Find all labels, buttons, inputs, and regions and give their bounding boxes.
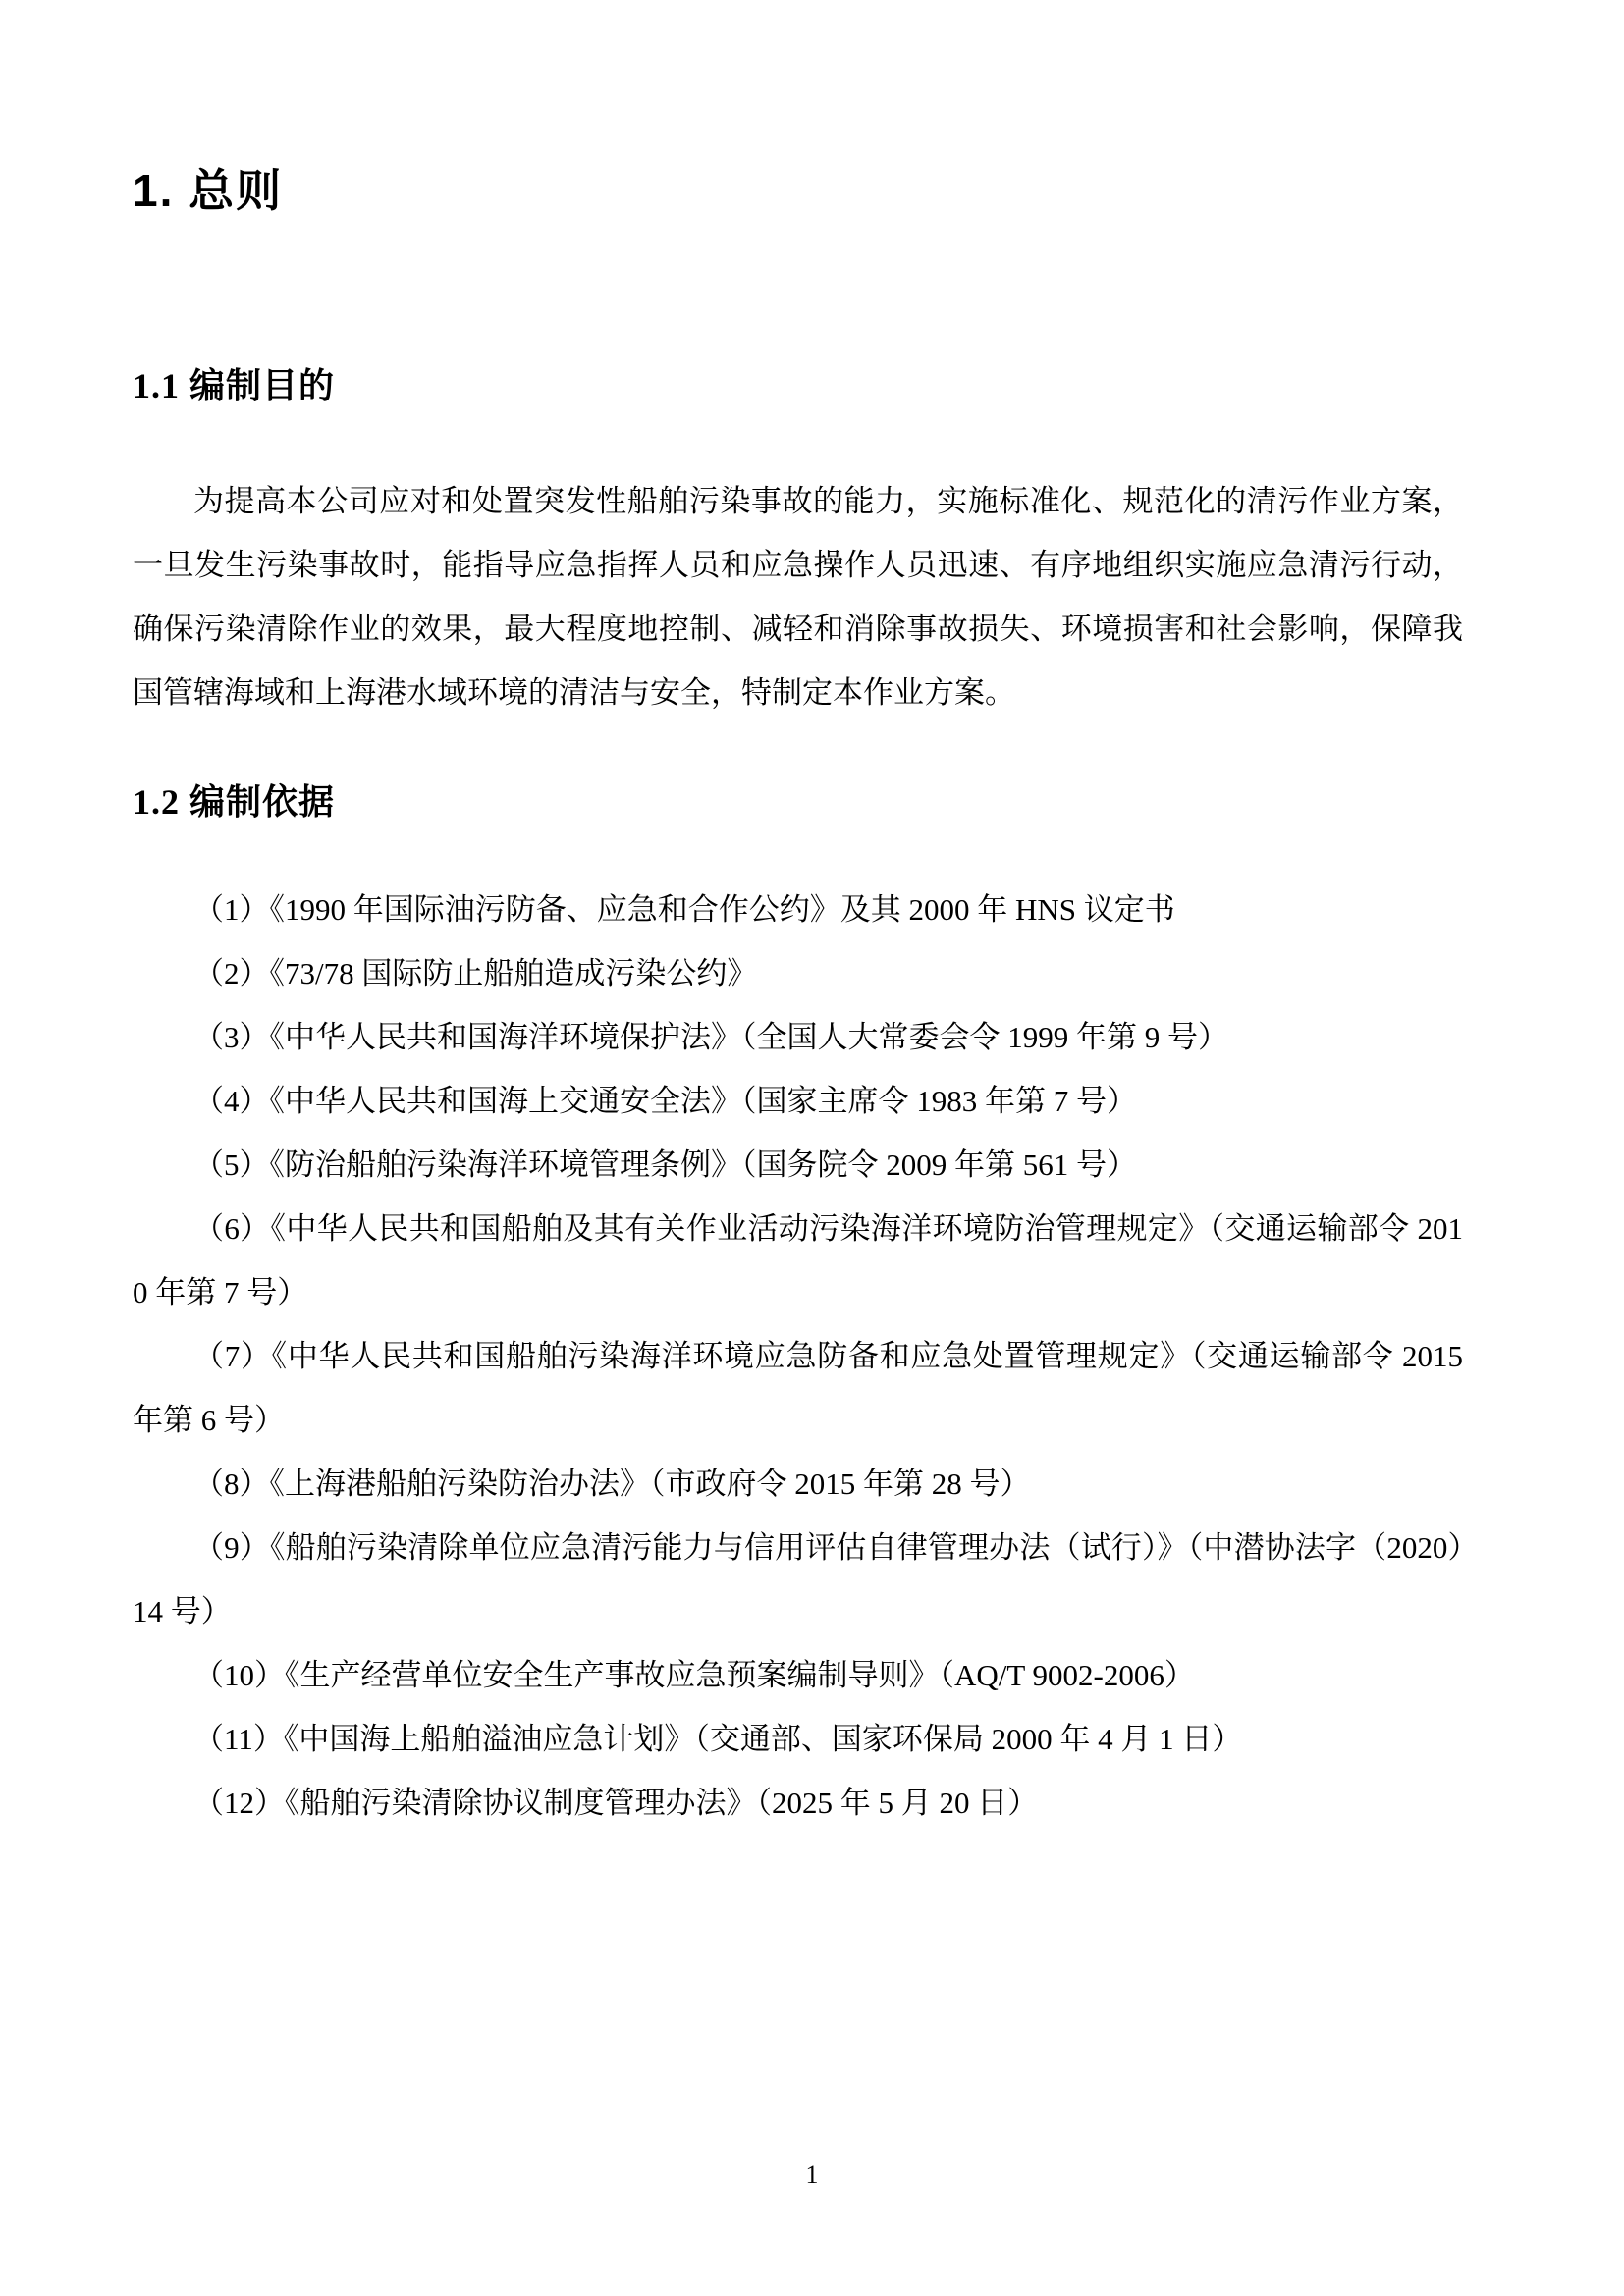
page-number: 1: [805, 2161, 819, 2189]
reference-item-6: （6）《中华人民共和国船舶及其有关作业活动污染海洋环境防治管理规定》（交通运输部令 2010 年第 7 号）: [133, 1211, 1463, 1309]
reference-item-10: （10）《生产经营单位安全生产事故应急预案编制导则》（AQ/T 9002-2006）: [193, 1658, 1195, 1692]
reference-item-8: （8）《上海港船舶污染防治办法》（市政府令 2015 年第 28 号）: [193, 1467, 1031, 1501]
reference-item-3: （3）《中华人民共和国海洋环境保护法》（全国人大常委会令 1999 年第 9 号）: [193, 1020, 1228, 1054]
reference-item-4: （4）《中华人民共和国海上交通安全法》（国家主席令 1983 年第 7 号）: [193, 1084, 1137, 1118]
reference-item-5: （5）《防治船舶污染海洋环境管理条例》（国务院令 2009 年第 561 号）: [193, 1148, 1137, 1182]
reference-item-1: （1）《1990 年国际油污防备、应急和合作公约》及其 2000 年 HNS 议定书: [193, 892, 1175, 927]
reference-item-7: （7）《中华人民共和国船舶污染海洋环境应急防备和应急处置管理规定》（交通运输部令 2015 年第 6 号）: [133, 1339, 1463, 1437]
reference-item-2: （2）《73/78 国际防止船舶造成污染公约》: [193, 956, 758, 990]
section-heading-1-2: 1.2 编制依据: [133, 782, 336, 822]
reference-list: [133, 878, 1463, 1835]
reference-item-11: （11）《中国海上船舶溢油应急计划》（交通部、国家环保局 2000 年 4 月 1 日）: [193, 1722, 1243, 1756]
section-heading-1-1: 1.1 编制目的: [133, 366, 336, 405]
document-title: 1. 总则: [133, 165, 284, 216]
purpose-paragraph: 为提高本公司应对和处置突发性船舶污染事故的能力，实施标准化、规范化的清污作业方案，一旦发生污染事故时，能指导应急指挥人员和应急操作人员迅速、有序地组织实施应急清污行动，确保污染清除作业的效果，最大程度地控制、减轻和消除事故损失、环境损害和社会影响，保障我国管辖海域和上海港水域环境的清洁与安全，特制定本作业方案。: [133, 484, 1463, 710]
reference-item-9: （9）《船舶污染清除单位应急清污能力与信用评估自律管理办法（试行）》（中潜协法字（2020）14 号）: [133, 1530, 1463, 1629]
reference-item-12: （12）《船舶污染清除协议制度管理办法》（2025 年 5 月 20 日）: [193, 1786, 1039, 1820]
